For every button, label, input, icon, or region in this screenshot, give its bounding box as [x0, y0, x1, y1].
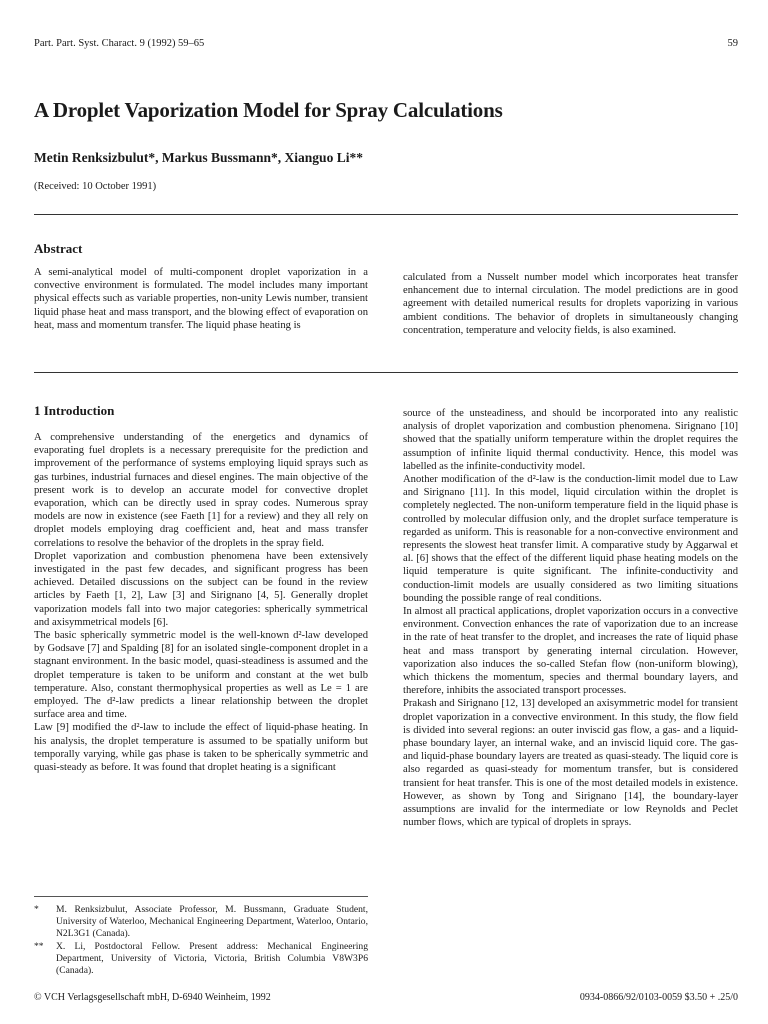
abstract-text-right: calculated from a Nusselt number model which incorporates heat transfer enhancement due to internal circulation. The model predictions are in good agreement with detailed numerical results for droplets vaporizing in various ambient conditions. The behavior of droplets in simultaneously changing concentration, temperature and velocity fields, is also examined.	[403, 272, 738, 336]
journal-reference: Part. Part. Syst. Charact. 9 (1992) 59–65	[34, 38, 205, 49]
intro-paragraph: Droplet vaporization and combustion phenomena have been extensively investigated in the past few decades, and significant progress has been achieved. Detailed discussions on the subject can be found in the review articles by Faeth [1, 2], Law [3] and Sirignano [4, 5]. Generally droplet vaporization models fall into two major categories: spherically symmetrical and axisymmetrical models [6].	[34, 550, 368, 628]
abstract-text-left: A semi-analytical model of multi-component droplet vaporization in a convective environment is formulated. The model includes many important physical effects such as variable properties, non-unity Lewis number, transient liquid phase heat and mass transport, and the blowing effect of evaporation on heat, mass and momentum transfer. The liquid phase heating is	[34, 267, 368, 331]
received-date: (Received: 10 October 1991)	[34, 181, 157, 192]
intro-left-column	[34, 431, 368, 774]
footnote-mark: **	[34, 941, 44, 952]
abstract-left-column	[34, 266, 368, 332]
author-list: Metin Renksizbulut*, Markus Bussmann*, Xianguo Li**	[34, 150, 363, 165]
copyright: © VCH Verlagsgesellschaft mbH, D-6940 Weinheim, 1992	[34, 992, 271, 1003]
footnote	[34, 904, 368, 940]
intro-paragraph: The basic spherically symmetric model is the well-known d²-law developed by Godsave [7] and Spalding [8] for an isolated single-component droplet in a stagnant environment. In the basic model, quasi-steadiness is assumed and the droplet temperature is taken to be uniform and constant at the wet bulb temperature. Also, constant thermophysical properties as well as Le = 1 are employed. The d²-law predicts a linear relationship between the droplet surface area and time.	[34, 630, 368, 721]
footnote-divider	[34, 896, 368, 897]
article-code: 0934-0866/92/0103-0059 $3.50 + .25/0	[579, 992, 738, 1003]
intro-paragraph: In almost all practical applications, droplet vaporization occurs in a convective environment. Convection enhances the rate of vaporization due to an increase in the rate of heat transfer to the droplet, and increases the rate of liquid phase heat and mass transport by generating internal circulation. However, vaporization also induces the so-called Stefan flow (non-uniform blowing), which thickens the momentum, species and thermal boundary layers, and therefore, inhibits the associated transport processes.	[403, 606, 738, 697]
abstract-right-column	[403, 271, 738, 337]
paper-title: A Droplet Vaporization Model for Spray Calculations	[34, 98, 503, 122]
footnote-mark: *	[34, 904, 39, 915]
footnote-text: M. Renksizbulut, Associate Professor, M. Bussmann, Graduate Student, University of Waterloo, Mechanical Engineering Department, Waterloo, Ontario, N2L3G1 (Canada).	[56, 904, 368, 939]
introduction-heading: 1 Introduction	[34, 403, 115, 418]
divider-top	[34, 214, 738, 215]
footnote-text: X. Li, Postdoctoral Fellow. Present address: Mechanical Engineering Department, University of Victoria, Victoria, British Columbia V8W3P6 (Canada).	[56, 941, 368, 976]
intro-right-column	[403, 407, 738, 830]
intro-paragraph: source of the unsteadiness, and should be incorporated into any realistic analysis of droplet vaporization and combustion phenomena. Sirignano [10] showed that the spatially uniform temperature within the droplet requires the assumption of infinite liquid thermal conductivity. Hence, this model was labelled as the infinite-conductivity model.	[403, 408, 738, 472]
footnotes	[34, 904, 368, 978]
intro-paragraph: Another modification of the d²-law is the conduction-limit model due to Law and Sirignano [11]. In this model, liquid circulation within the droplet is completely neglected. The non-uniform temperature field in the liquid phase is controlled by molecular diffusion only, and the droplet surface temperature is regarded as uniform. This is reasonable for a non-convective environment and represents the slowest heat transfer limit. A comparative study by Aggarwal et al. [6] shows that the effect of the different liquid phase heating models on the liquid temperature is quite significant. The infinite-conductivity and conduction-limit models are usually considered as two limiting situations bounding the possible range of real conditions.	[403, 474, 738, 604]
intro-paragraph: Prakash and Sirignano [12, 13] developed an axisymmetric model for transient droplet vaporization in a convective environment. In this study, the flow field is divided into several regions: an outer inviscid gas flow, a gas- and a liquid-phase boundary layer, an internal wake, and an inviscid liquid core. The gas- and liquid-phase boundary layers are treated as quasi-steady. The liquid core is also regarded as quasi-steady for momentum transfer, but is considered transient for heat transfer. This is one of the most detailed models in existence. However, as shown by Tong and Sirignano [14], the boundary-layer assumptions are invalid for the intermediate or low Reynolds and Peclet number flows, which are typical of droplets in sprays.	[403, 698, 738, 829]
page-number: 59	[727, 38, 738, 49]
abstract-heading: Abstract	[34, 241, 83, 256]
divider-abstract-end	[34, 372, 738, 373]
intro-paragraph: A comprehensive understanding of the energetics and dynamics of evaporating fuel droplets is a necessary prerequisite for the prediction and improvement of the performance of systems employing liquid sprays such as gas turbines, industrial furnaces and diesel engines. The main objective of the present work is to develop an accurate model for convective droplet evaporation, which can be directly used in spray codes. Numerous spray models are now in existence (see Faeth [1] for a review) and they all rely on droplet models employing drag coefficient and, heat and mass transfer correlations to resolve the behavior of the droplets in the spray field.	[34, 432, 368, 549]
footnote	[34, 941, 368, 977]
intro-paragraph: Law [9] modified the d²-law to include the effect of liquid-phase heating. In his analysis, the droplet temperature is assumed to be spatially uniform but temporally varying, while gas phase is taken to be spherically symmetric and quasi-steady as before. It was found that droplet heating is a significant	[34, 722, 368, 774]
